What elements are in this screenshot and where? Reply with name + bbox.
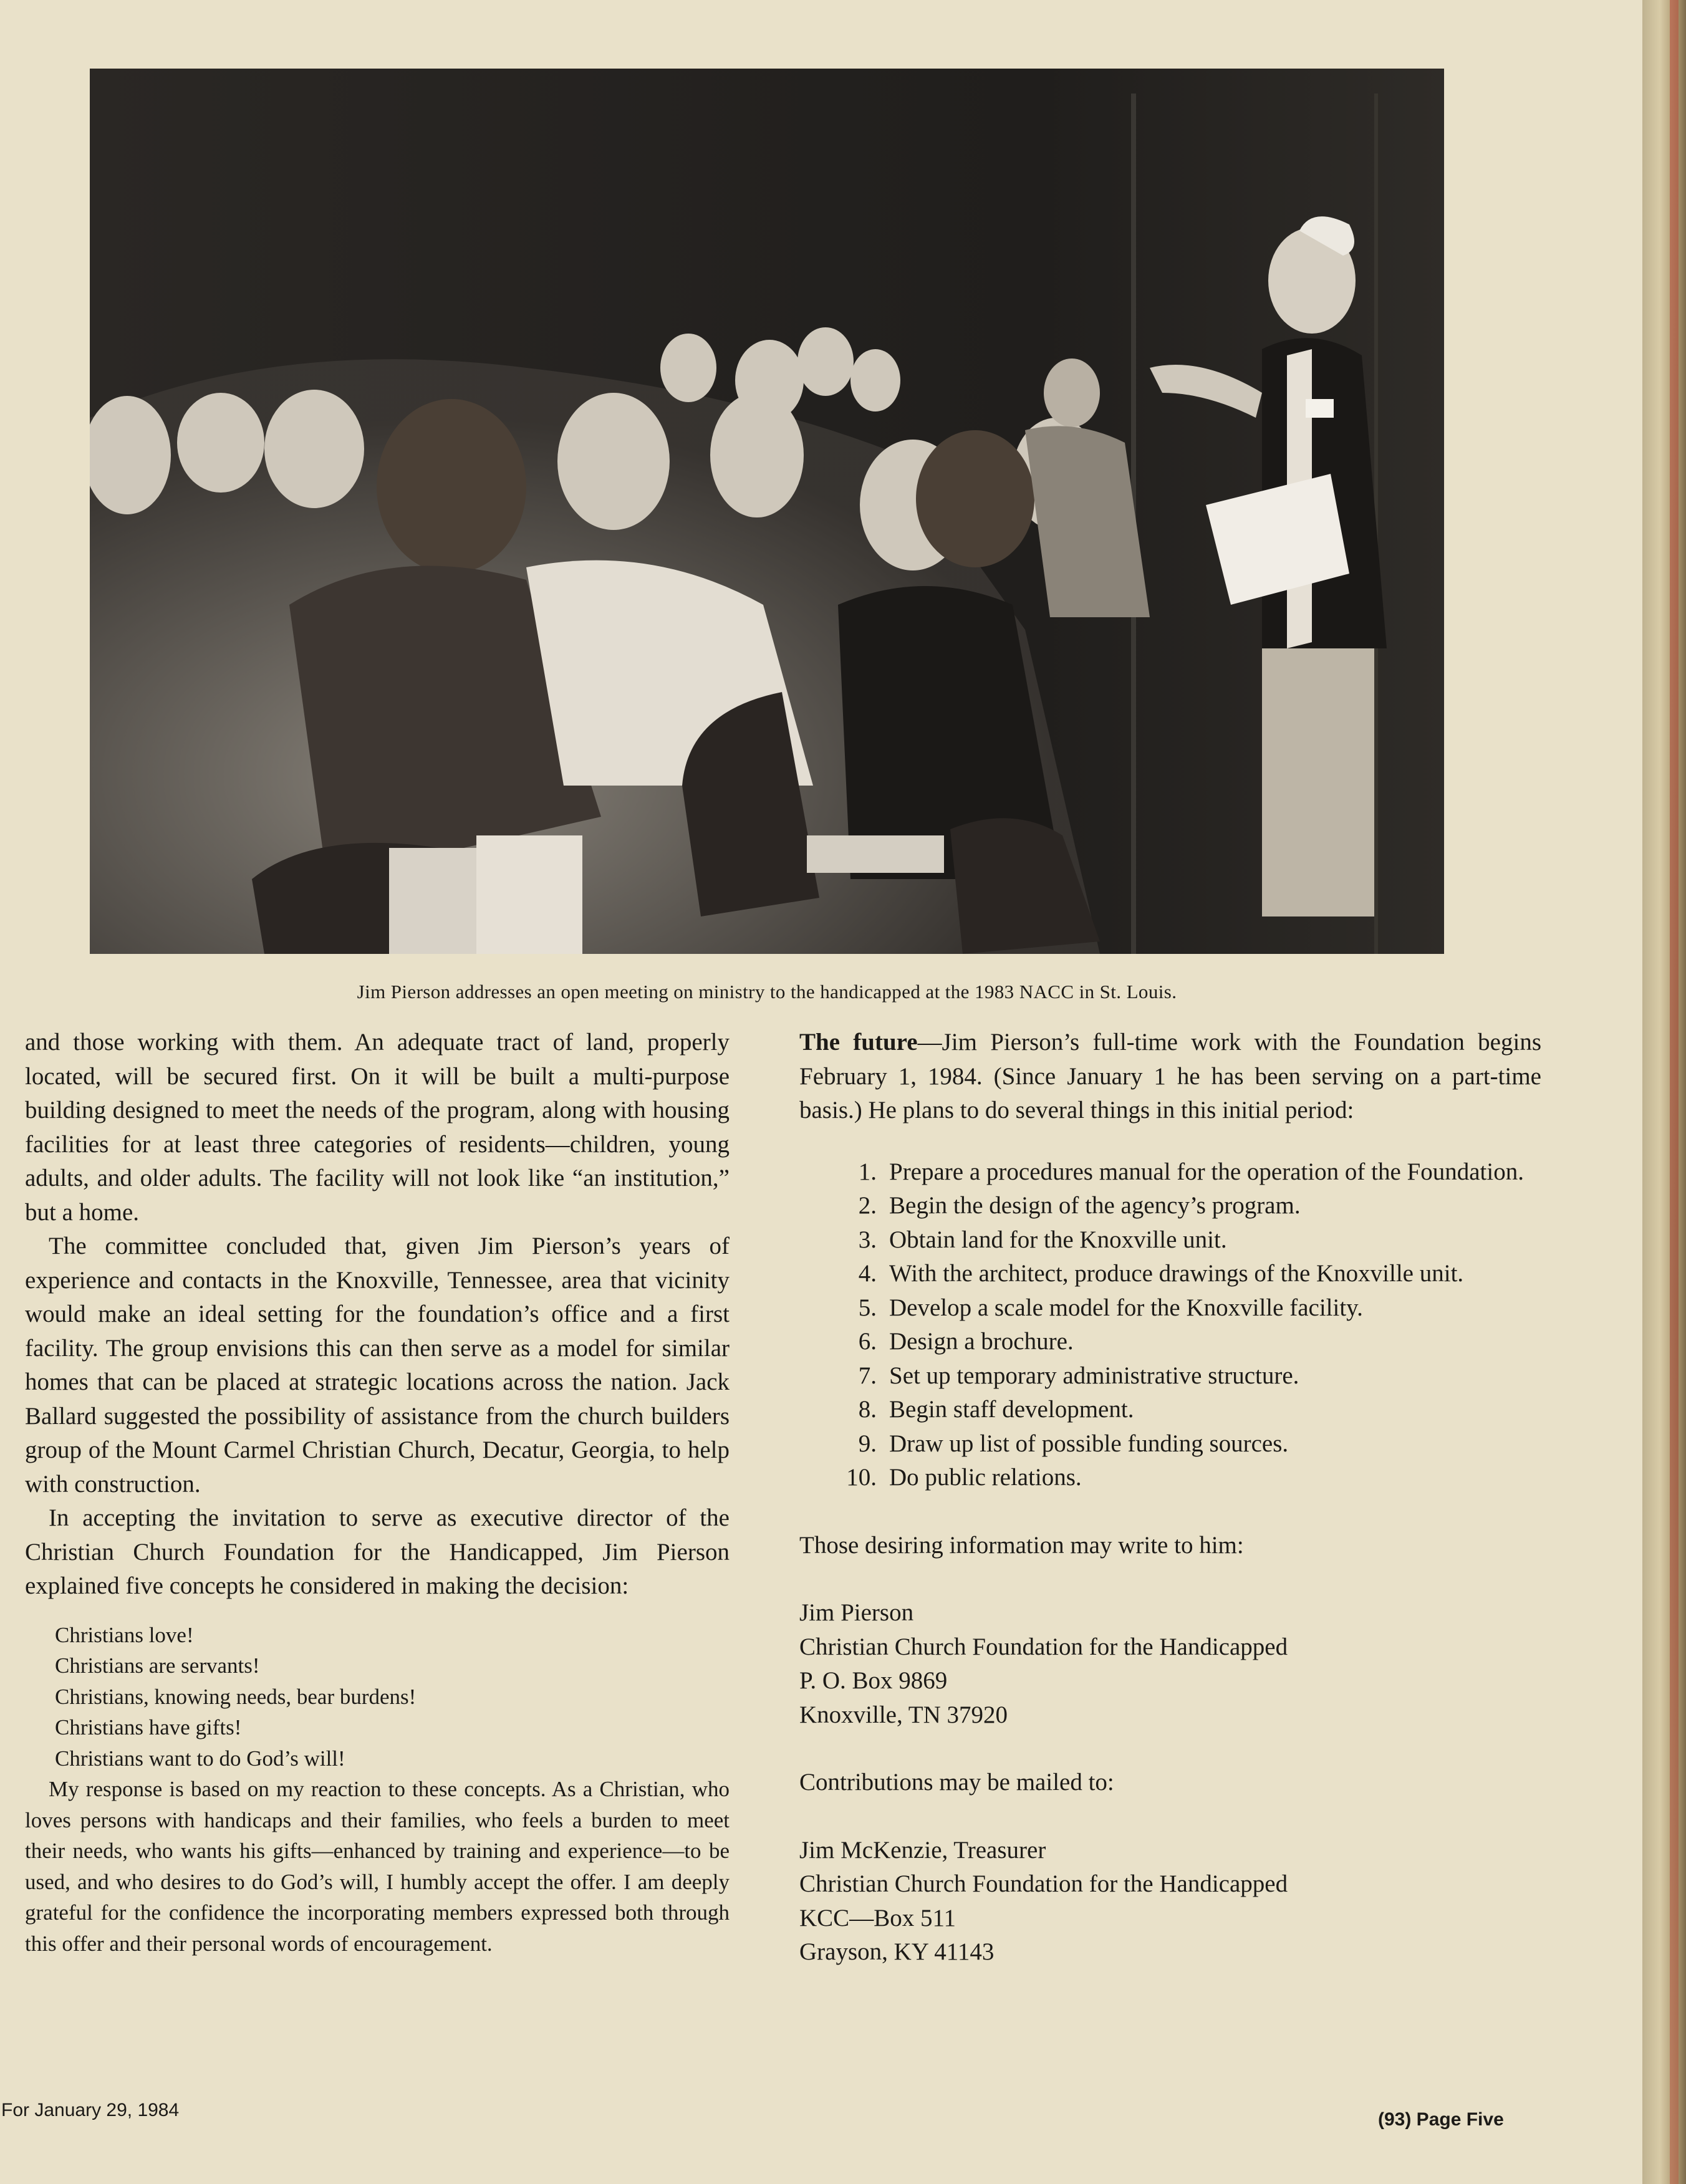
- page-edge-tab: [1670, 0, 1679, 2184]
- paragraph-knoxville: The committee concluded that, given Jim Pierson’s years of experience and contacts in the Knoxville, Tennessee, area that vicinity would make an ideal setting for the foundation’s office and a first facility. The group envisions this can then serve as a model for similar homes that can be placed at strategic locations across the nation. Jack Ballard suggested the possibility of assistance from the church builders group of the Mount Carmel Christian Church, Decatur, Georgia, to help with construction.: [25, 1233, 730, 1498]
- plan-step: 10. Do public relations.: [846, 1464, 1082, 1491]
- plan-step: 5. Develop a scale model for the Knoxville facility.: [858, 1294, 1363, 1321]
- contrib-line: Contributions may be mailed to:: [799, 1769, 1114, 1796]
- plan-step: 7. Set up temporary administrative structure.: [858, 1362, 1299, 1389]
- address-line: Jim McKenzie, Treasurer: [799, 1836, 1046, 1864]
- concept-item: Christians have gifts!: [55, 1715, 242, 1739]
- plan-step: 9. Draw up list of possible funding sources.: [858, 1430, 1289, 1457]
- address-line: P. O. Box 9869: [799, 1667, 948, 1694]
- photo-caption: Jim Pierson addresses an open meeting on ministry to the handicapped at the 1983 NACC in St. Louis.: [357, 981, 1177, 1003]
- concept-item: Christians want to do God’s will!: [55, 1746, 345, 1771]
- address-line: Grayson, KY 41143: [799, 1938, 995, 1965]
- info-line: Those desiring information may write to him:: [799, 1531, 1244, 1559]
- future-heading: The future: [799, 1029, 918, 1056]
- address-line: Christian Church Foundation for the Handicapped: [799, 1870, 1288, 1897]
- address-line: KCC—Box 511: [799, 1904, 956, 1931]
- plan-step: 4. With the architect, produce drawings of the Knoxville unit.: [858, 1260, 1464, 1287]
- paragraph-land-facility: and those working with them. An adequate tract of land, properly located, will be secured first. On it will be built a multi-purpose building designed to meet the needs of the program, along with housing facilities for at least three categories of residents—children, young adults, and older adults. The facility will not look like “an institution,” but a home.: [25, 1029, 730, 1226]
- concept-item: Christians love!: [55, 1622, 194, 1647]
- page-edge: [1642, 0, 1686, 2184]
- footer-page-number: (93) Page Five: [1378, 2109, 1504, 2130]
- plan-step: 6. Design a brochure.: [858, 1328, 1074, 1355]
- plan-step: 3. Obtain land for the Knoxville unit.: [858, 1226, 1227, 1253]
- concept-item: Christians, knowing needs, bear burdens!: [55, 1684, 417, 1709]
- plan-steps-list: [799, 1155, 1541, 1495]
- meeting-photo: [90, 69, 1444, 954]
- address-line: Jim Pierson: [799, 1599, 914, 1626]
- plan-step: 2. Begin the design of the agency’s program.: [858, 1192, 1301, 1219]
- left-column: [25, 1026, 730, 1959]
- paragraph-accepting: In accepting the invitation to serve as executive director of the Christian Church Foundation for the Handicapped, Jim Pierson explained five concepts he considered in making the decision:: [25, 1504, 730, 1599]
- right-column: [799, 1026, 1541, 1970]
- plan-step: 1. Prepare a procedures manual for the operation of the Foundation.: [858, 1158, 1524, 1185]
- address-mckenzie: [799, 1834, 1541, 1970]
- response-quote: My response is based on my reaction to these concepts. As a Christian, who loves persons with handicaps and their families, who feels a burden to meet their needs, who wants his gifts—enhanced by training and experience—to be used, and who desires to do God’s will, I humbly accept the offer. I am deeply grateful for the confidence the incorporating members expressed both through this offer and their personal words of encouragement.: [25, 1777, 730, 1956]
- photo-meeting-audience-icon: [90, 69, 1444, 954]
- address-line: Knoxville, TN 37920: [799, 1701, 1008, 1728]
- concepts-list: [30, 1620, 730, 1774]
- future-paragraph: [799, 1026, 1541, 1128]
- plan-step: 8. Begin staff development.: [858, 1396, 1134, 1423]
- footer-date: For January 29, 1984: [1, 2100, 180, 2120]
- address-pierson: [799, 1596, 1541, 1732]
- future-intro: —Jim Pierson’s full-time work with the Foundation begins February 1, 1984. (Since January 1 he has been serving on a part-time basis.) He plans to do several things in this initial period:: [799, 1029, 1541, 1123]
- concept-item: Christians are servants!: [55, 1653, 260, 1678]
- address-line: Christian Church Foundation for the Handicapped: [799, 1633, 1288, 1660]
